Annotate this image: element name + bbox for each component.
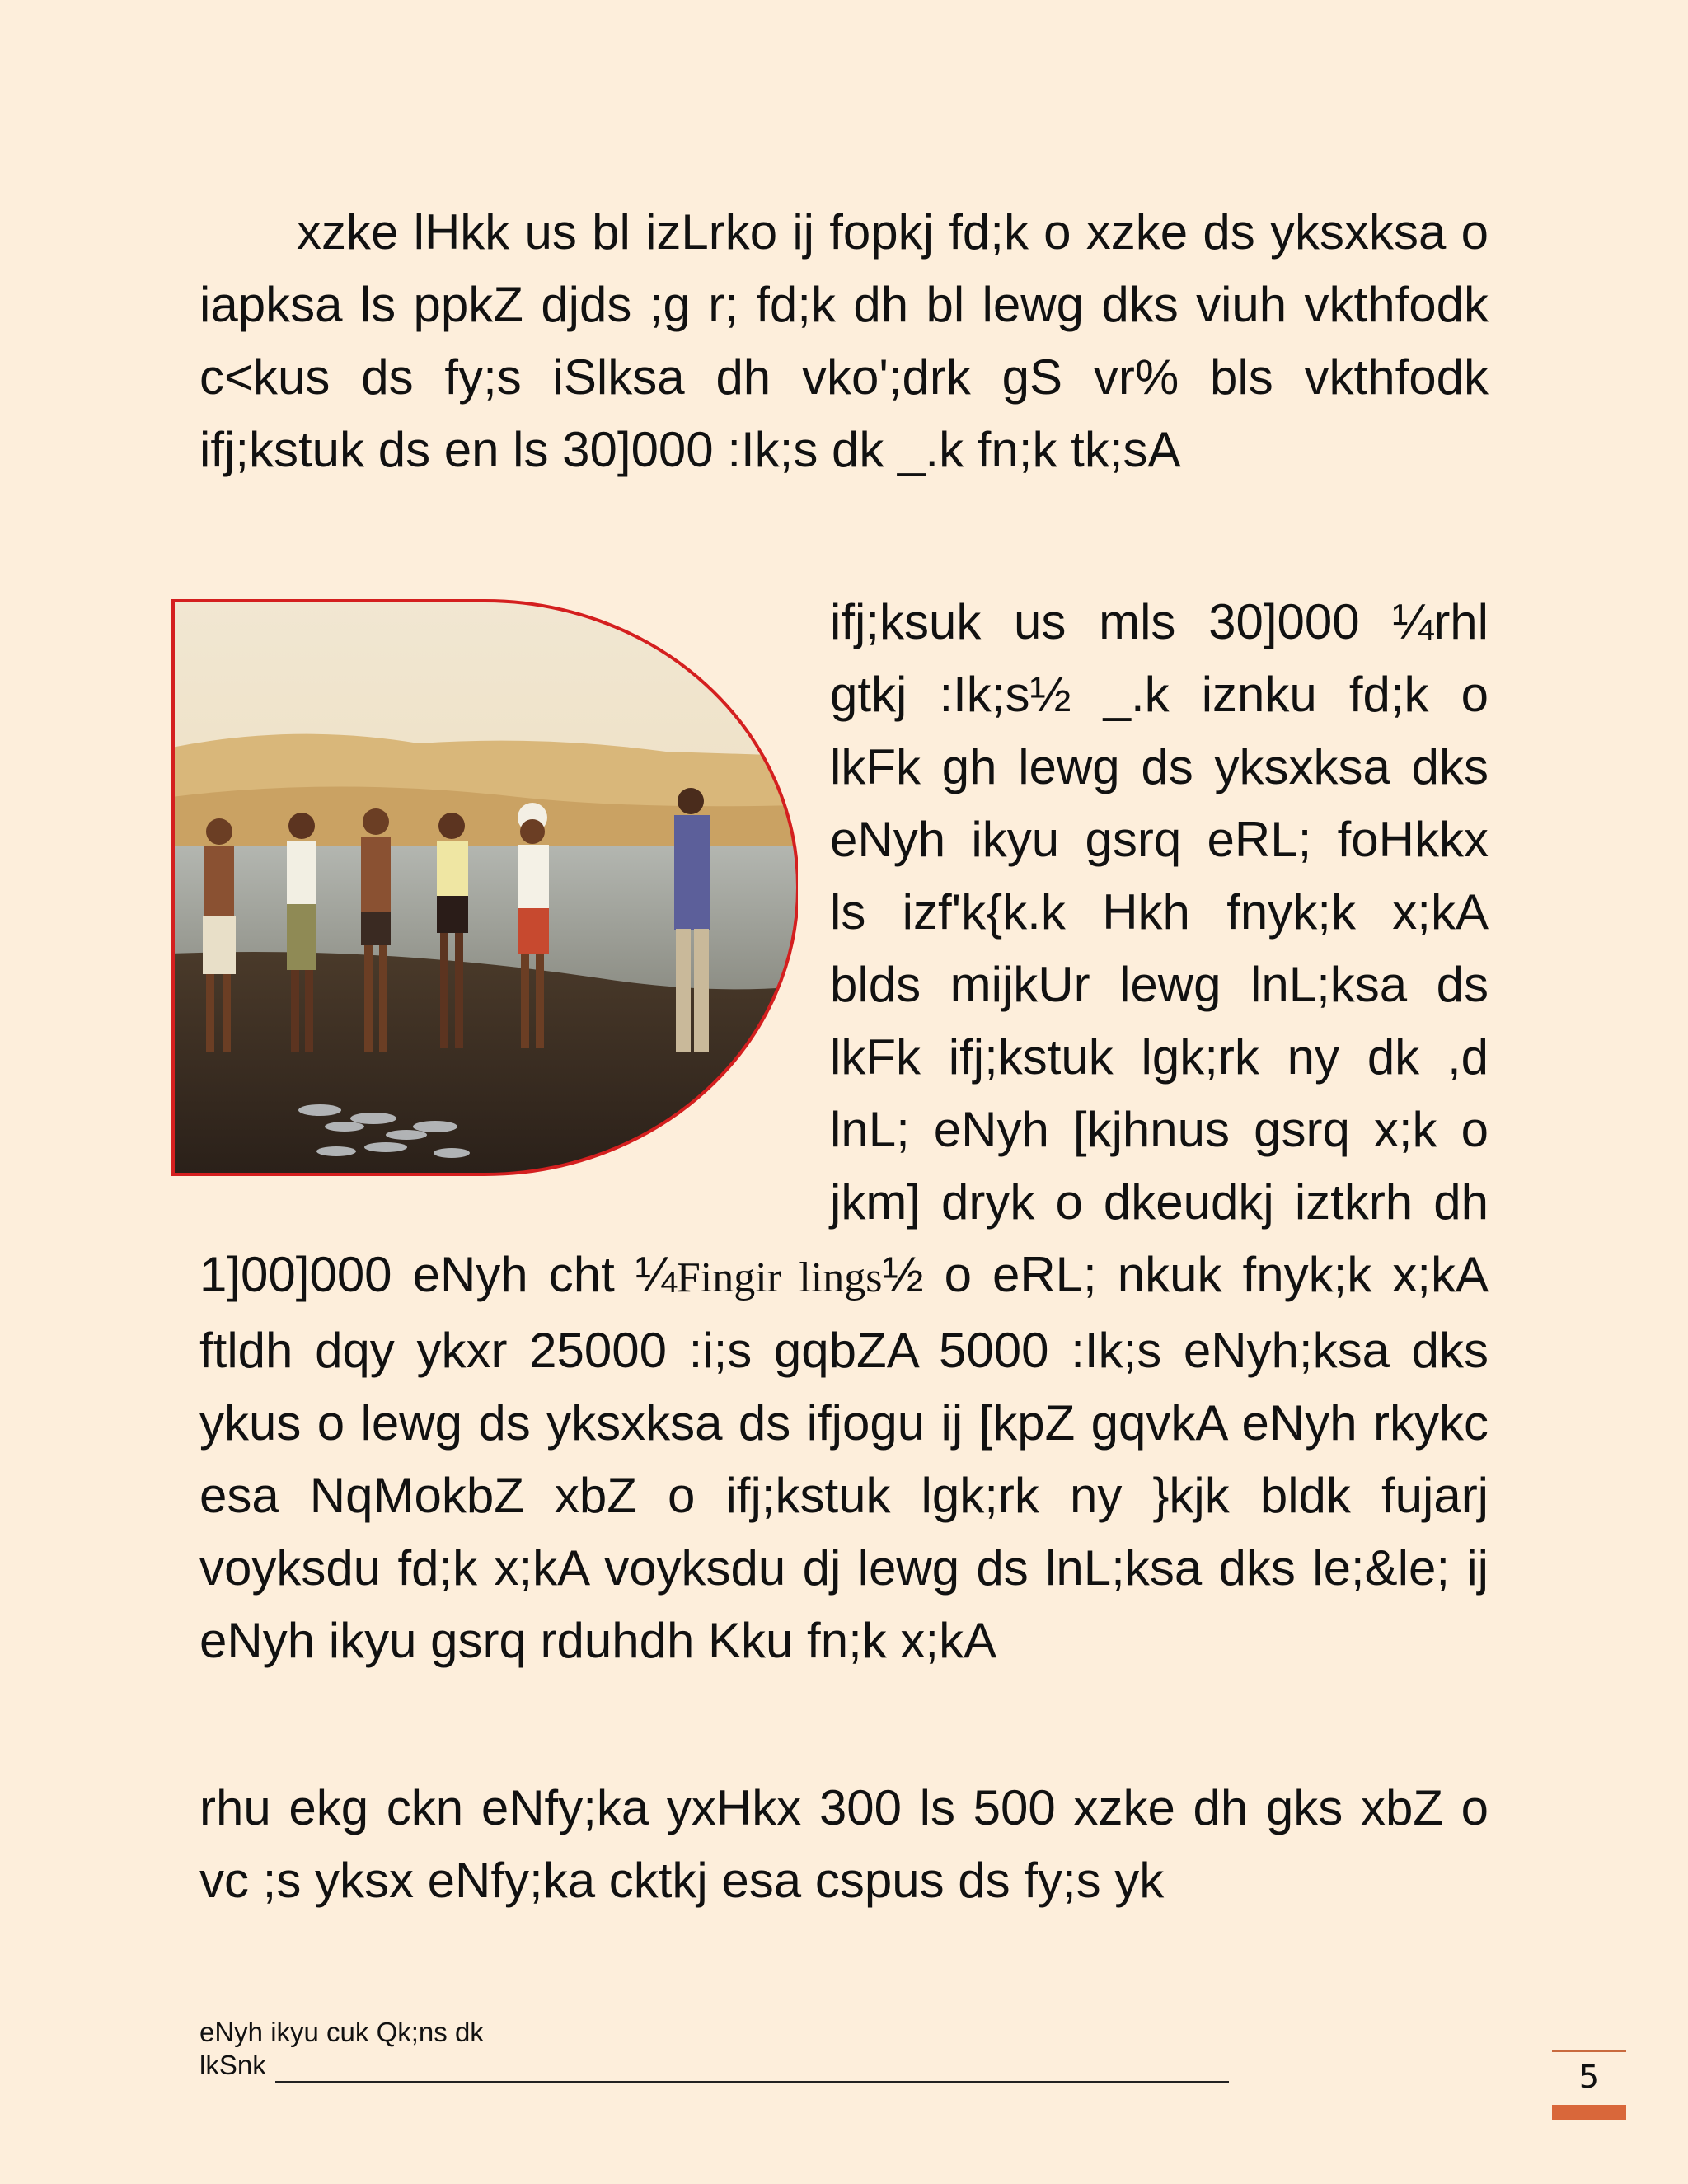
paragraph-2 xyxy=(199,586,1489,1677)
paragraph-3-text: rhu ekg ckn eNfy;ka yxHkx 300 ls 500 xzke dh gks xbZ o vc ;s yksx eNfy;ka cktkj esa cspus ds fy;s yk xyxy=(199,1780,1489,1908)
paragraph-3 xyxy=(199,1772,1489,1917)
footer-rule xyxy=(275,2081,1229,2083)
footer-line-2: lkSnk xyxy=(199,2050,266,2080)
paragraph-1-text: xzke lHkk us bl izLrko ij fopkj fd;k o xzke ds yksxksa o iapksa ls ppkZ djds ;g r; fd;k dh bl lewg dks viuh vkthfodk c<kus ds fy;s iSlksa dh vko';drk gS vr% bls vkthfodk ifj;kstuk ds en ls 30]000 :Ik;s dk _.k fn;k tk;sA xyxy=(199,204,1489,477)
footer-title xyxy=(199,2016,859,2082)
page-number-bar xyxy=(1552,2105,1626,2120)
paragraph-2-serif-run: Fingir lings xyxy=(676,1254,883,1301)
page-number-box xyxy=(1552,2047,1626,2121)
paragraph-2-text-a: ifj;ksuk us mls 30]000 ¼rhl gtkj :Ik;s½ _.k iznku fd;k o lkFk gh lewg ds yksxksa dks eNyh ikyu gsrq eRL; foHkkx ls izf'k{k.k Hkh fnyk;k x;kA blds mijkUr lewg lnL;ksa ds lkFk ifj;kstuk lgk;rk ny dk ,d lnL; eNyh [kjhnus gsrq x;k o jkm] dryk o dkeudkj iztkrh dh 1]00]000 eNyh cht ¼ xyxy=(199,594,1489,1302)
page-number: 5 xyxy=(1578,2059,1600,2095)
paragraph-1 xyxy=(199,196,1489,486)
page-number-top-line xyxy=(1552,2050,1626,2052)
paragraph-2-text-b: ½ o eRL; nkuk fnyk;k x;kA ftldh dqy ykxr 25000 :i;s gqbZA 5000 :Ik;s eNyh;ksa dks ykus o lewg ds yksxksa ds ifjogu ij [kpZ gqvkA eNyh rkykc esa NqMokbZ xbZ o ifj;kstuk lgk;rk ny }kjk bldk fujarj voyksdu fd;k x;kA voyksdu dj lewg ds lnL;ksa dks le;&le; ij eNyh ikyu gsrq rduhdh Kku fn;k x;kA xyxy=(199,1247,1489,1668)
figure-wrap-spacer xyxy=(199,586,830,1221)
footer-line-1: eNyh ikyu cuk Qk;ns dk xyxy=(199,2017,484,2047)
